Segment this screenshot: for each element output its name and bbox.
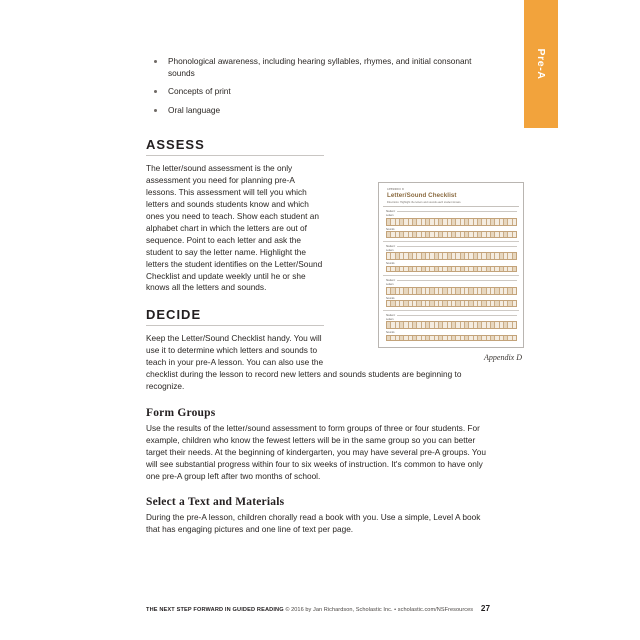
spacer [146, 393, 490, 407]
section-form-groups [146, 407, 490, 483]
letters-row-label: Letters [386, 214, 394, 217]
sheet-appendix-label: APPENDIX D [387, 189, 405, 191]
heading-rule [146, 155, 324, 156]
student-block [383, 245, 519, 273]
letters-row-label: Letters [386, 248, 394, 252]
list-item: Phonological awareness, including hearing syllables, rhymes, and initial consonant sounds [152, 56, 490, 79]
sounds-row-label: Sounds [386, 331, 395, 334]
section-select-text [146, 496, 490, 536]
student-block-divider [383, 275, 519, 276]
student-label: Student: [386, 279, 396, 282]
spacer [146, 482, 490, 496]
student-block [383, 210, 519, 238]
letters-row-label: Letters [386, 283, 394, 286]
sounds-cell-row [386, 266, 517, 273]
student-name-line [386, 245, 517, 248]
assess-heading: ASSESS [146, 137, 205, 153]
list-item: Concepts of print [152, 86, 490, 98]
student-name-rule [397, 315, 517, 316]
sounds-row-label: Sounds [386, 296, 395, 300]
sounds-cell-row [386, 300, 517, 307]
checklist-cell [513, 267, 516, 272]
decide-heading-wrap [146, 307, 324, 326]
sheet-instructions: Directions: Highlight the letters and sounds each student knows. [387, 201, 462, 204]
checklist-cell [513, 253, 516, 259]
heading-rule [146, 325, 324, 326]
figure-letter-sound-checklist [378, 182, 524, 362]
student-block [383, 314, 519, 342]
letters-cell-row [386, 321, 517, 329]
student-name-line [386, 279, 517, 282]
select-text-heading: Select a Text and Materials [146, 496, 285, 509]
sheet-divider [383, 206, 519, 207]
checklist-cell [513, 336, 516, 341]
student-name-line [386, 314, 517, 317]
bullet-list [152, 56, 490, 116]
figure-caption: Appendix D [484, 353, 522, 362]
student-block-divider [383, 310, 519, 311]
decide-heading: DECIDE [146, 307, 202, 323]
student-blocks [383, 210, 519, 341]
sounds-row-label: Sounds [386, 227, 395, 231]
student-block [383, 279, 519, 307]
checklist-cell [513, 219, 516, 225]
letters-row-label: Letters [386, 317, 394, 321]
student-label: Student: [386, 210, 396, 213]
checklist-cell [513, 322, 516, 328]
list-item: Oral language [152, 105, 490, 117]
student-name-rule [397, 246, 517, 247]
page-number: 27 [480, 604, 490, 613]
sounds-row-label: Sounds [386, 262, 395, 265]
footer-copyright: © 2016 by Jan Richardson, Scholastic Inc. • scholastic.com/NSFresources [283, 607, 474, 613]
student-label: Student: [386, 244, 396, 248]
section-tab-label: Pre-A [535, 48, 547, 80]
spacer [146, 123, 490, 137]
student-name-line [386, 210, 517, 213]
checklist-sheet [378, 182, 524, 348]
student-label: Student: [386, 313, 396, 317]
select-text-body: During the pre-A lesson, children chorally read a book with you. Use a simple, Level A book that has engaging pictures and one line of text per page. [146, 512, 481, 535]
section-tab-pre-a [524, 0, 558, 128]
letters-cell-row [386, 218, 517, 226]
page-footer [146, 604, 490, 613]
form-groups-heading: Form Groups [146, 406, 216, 419]
footer-credit [146, 607, 473, 613]
assess-heading-wrap [146, 137, 324, 156]
checklist-cell [513, 288, 516, 294]
student-name-rule [397, 211, 517, 212]
sheet-title: Letter/Sound Checklist [387, 192, 457, 199]
sounds-cell-row [386, 231, 517, 238]
assess-body: The letter/sound assessment is the only assessment you need for planning pre-A lessons. This assessment will tell you which letters and sounds students know and which ones you need to teach. Show each student an alphabet chart in which the letters are out of sequence. Point to each letter and ask the student to say the letter name. Highlight the letters the student identifies on the Letter/Sound Checklist and update weekly until he or she knows all the letters and sounds. [146, 163, 323, 293]
decide-body-narrow: Keep the Letter/Sound Checklist handy. You will use it to determine which letters and sounds to teach in your pre-A lesson. You can also use the [146, 333, 324, 368]
checklist-cell [513, 232, 516, 237]
student-name-rule [397, 280, 517, 281]
form-groups-body: Use the results of the letter/sound assessment to form groups of three or four students. For example, children who know the fewest letters will be in the same group so you can better target their needs. At the beginning of kindergarten, you may have several pre-A groups. You will see substantial progress within four to six weeks of instruction. It's common to have only one pre-A group left after two months of school. [146, 422, 486, 481]
checklist-cell [513, 301, 516, 306]
decide-body-wide: checklist during the lesson to record new letters and sounds students are beginning to recognize. [146, 369, 462, 391]
letters-cell-row [386, 287, 517, 295]
letters-cell-row [386, 252, 517, 260]
student-block-divider [383, 241, 519, 242]
sounds-cell-row [386, 335, 517, 342]
footer-book-title: THE NEXT STEP FORWARD IN GUIDED READING [146, 607, 284, 613]
